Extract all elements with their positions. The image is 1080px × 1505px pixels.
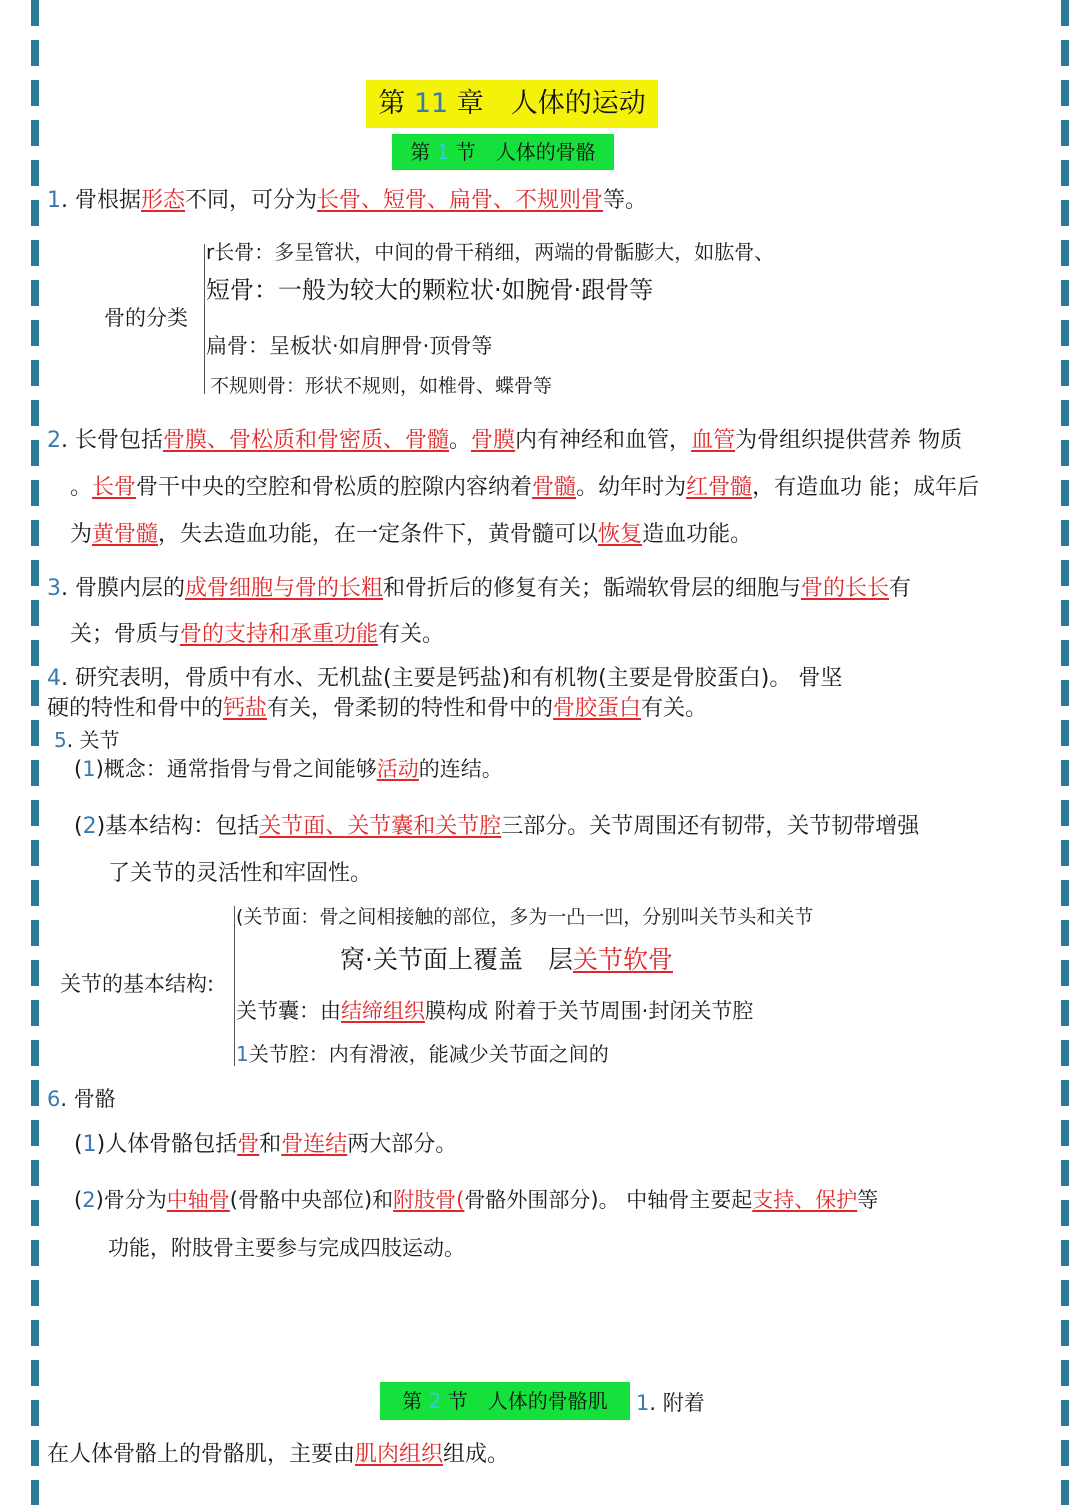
joint-capsule: 关节囊：由结缔组织膜构成 附着于关节周围·封闭关节腔 [236, 999, 754, 1023]
section-2-point-1: 1. 附着 [636, 1391, 705, 1415]
joint-label: 关节的基本结构: [60, 972, 215, 996]
point-5-concept: (1)概念：通常指骨与骨之间能够活动的连结。 [74, 757, 503, 781]
classify-label: 骨的分类 [104, 306, 188, 330]
joint-face-cont: 窝·关节面上覆盖 层关节软骨 [340, 945, 673, 974]
point-5-title: 5. 关节 [54, 728, 120, 752]
point-6-title: 6. 骨骼 [47, 1087, 116, 1111]
point-4-line-2: 硬的特性和骨中的钙盐有关，骨柔韧的特性和骨中的骨胶蛋白有关。 [47, 696, 708, 721]
point-5-structure-line-2: 了关节的灵活性和牢固性。 [108, 861, 373, 886]
point-2-line-2: 。长骨骨干中央的空腔和骨松质的腔隙内容纳着骨髓。幼年时为红骨髓，有造血功 能；成年后 [70, 475, 980, 500]
joint-brace [234, 906, 235, 1066]
point-1: 1. 骨根据形态不同，可分为长骨、短骨、扁骨、不规则骨等。 [47, 188, 648, 213]
final-line: 在人体骨骼上的骨骼肌，主要由肌肉组织组成。 [47, 1442, 510, 1467]
right-dashed-border [1061, 0, 1069, 1505]
section-title: 第 1 节 人体的骨骼 [392, 134, 614, 170]
point-2-line-1: 2. 长骨包括骨膜、骨松质和骨密质、骨髓。骨膜内有神经和血管，血管为骨组织提供营养 物质 [47, 428, 963, 453]
left-dashed-border [31, 0, 39, 1505]
point-6-sub-2-line-1: (2)骨分为中轴骨(骨骼中央部位)和附肢骨(骨骼外围部分)。 中轴骨主要起支持、保护等 [74, 1188, 879, 1212]
joint-face: (关节面：骨之间相接触的部位，多为一凸一凹，分别叫关节头和关节 [236, 906, 814, 928]
classify-brace [204, 244, 205, 394]
point-6-sub-1: (1)人体骨骼包括骨和骨连结两大部分。 [74, 1132, 458, 1157]
classify-irregular: 不规则骨：形状不规则，如椎骨、蝶骨等 [210, 375, 553, 397]
point-5-structure-line-1: (2)基本结构：包括关节面、关节囊和关节腔三部分。关节周围还有韧带，关节韧带增强 [74, 814, 920, 839]
classify-long: r长骨：多呈管状，中间的骨干稍细，两端的骨骺膨大，如肱骨、 [206, 240, 775, 264]
point-3-line-1: 3. 骨膜内层的成骨细胞与骨的长粗和骨折后的修复有关；骺端软骨层的细胞与骨的长长有 [47, 576, 912, 601]
point-2-line-3: 为黄骨髓，失去造血功能，在一定条件下，黄骨髓可以恢复造血功能。 [70, 522, 753, 547]
point-6-sub-2-line-2: 功能，附肢骨主要参与完成四肢运动。 [108, 1236, 465, 1260]
point-4-line-1: 4. 研究表明，骨质中有水、无机盐(主要是钙盐)和有机物(主要是骨胶蛋白)。 骨坚 [47, 666, 843, 691]
point-3-line-2: 关；骨质与骨的支持和承重功能有关。 [70, 622, 445, 647]
chapter-title: 第 11 章 人体的运动 [366, 80, 658, 128]
classify-short: 短骨：一般为较大的颗粒状·如腕骨·跟骨等 [206, 276, 654, 304]
classify-flat: 扁骨：呈板状·如肩胛骨·顶骨等 [206, 334, 493, 358]
joint-cavity: 1关节腔：内有滑液，能减少关节面之间的 [236, 1042, 609, 1066]
section-2-title: 第 2 节 人体的骨骼肌 [380, 1382, 630, 1420]
